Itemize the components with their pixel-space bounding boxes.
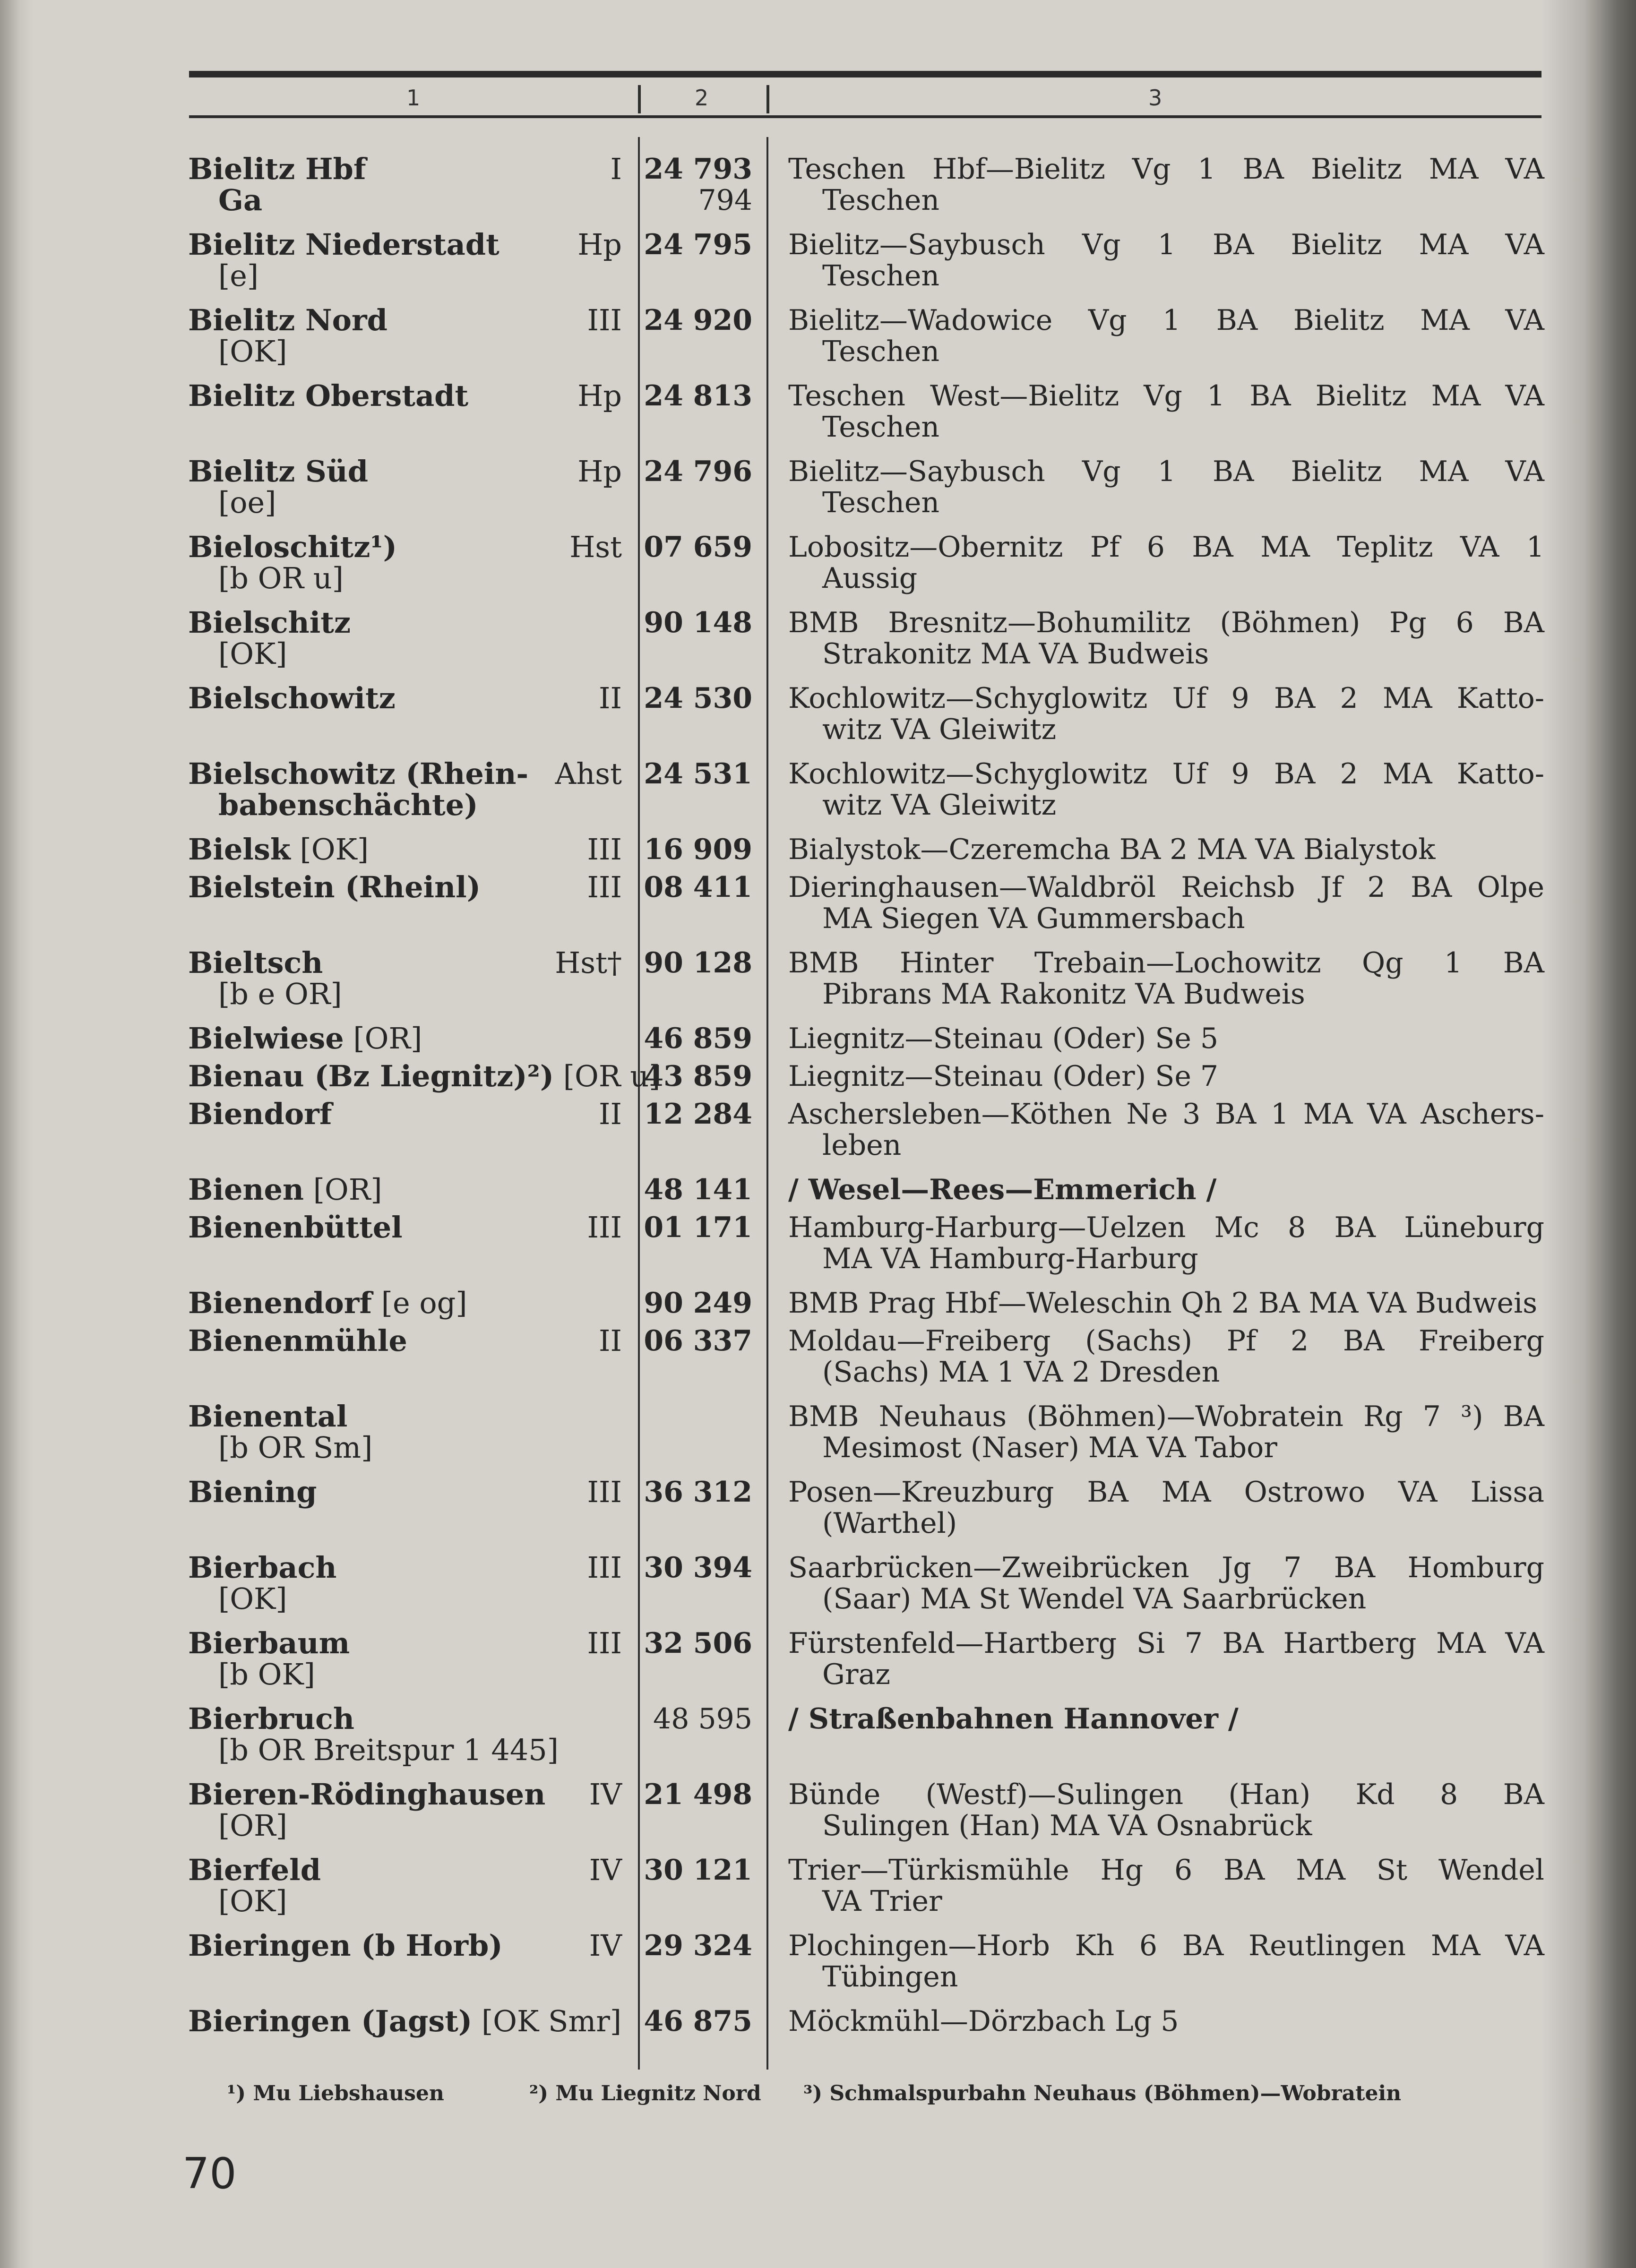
station-class: II (599, 1323, 622, 1358)
station-code: [OK Smr] (472, 2004, 622, 2038)
station-name (188, 1023, 566, 1054)
station-code: [OK] (290, 832, 369, 867)
route-line-1: BMB Hinter Trebain—Lochowitz Qg 1 BA (788, 946, 1544, 979)
route-description (788, 380, 1544, 443)
station-class: Hp (577, 378, 622, 413)
route-description (788, 1288, 1544, 1319)
route-description (788, 305, 1544, 367)
route-line-1: / Straßenbahnen Hannover / (788, 1702, 1239, 1735)
station-class: III (587, 1210, 622, 1245)
station-name (188, 1401, 566, 1463)
station-number-value: 12 284 (644, 1098, 752, 1131)
route-description (788, 2006, 1544, 2037)
station-name-text: Bielwiese (188, 1021, 344, 1056)
route-line-2: leben (822, 1129, 902, 1162)
route-line-2: witz VA Gleiwitz (822, 713, 1057, 746)
route-line-1: Dieringhausen—Waldbröl Reichsb Jf 2 BA Olpe (788, 871, 1544, 904)
station-name-text: Bielschowitz (188, 681, 396, 715)
station-number-value: 24 793 (644, 153, 752, 186)
station-class: IV (589, 1853, 622, 1887)
station-class: I (610, 152, 622, 186)
station-number (643, 607, 752, 638)
route-description (788, 1477, 1544, 1539)
station-number-value: 48 141 (644, 1173, 752, 1206)
route-line-2: (Saar) MA St Wendel VA Saarbrücken (822, 1582, 1367, 1615)
route-line-2: Teschen (822, 184, 940, 217)
station-number (643, 947, 752, 979)
station-number (643, 305, 752, 336)
route-line-1: Hamburg-Harburg—Uelzen Mc 8 BA Lüneburg (788, 1211, 1544, 1244)
station-number (643, 1099, 752, 1130)
station-number (643, 532, 752, 563)
station-name (188, 1288, 566, 1319)
station-number-value: 24 920 (644, 304, 752, 337)
station-name-text: Bielitz Nord (188, 303, 387, 337)
route-line-1: Liegnitz—Steinau (Oder) Se 5 (788, 1022, 1219, 1055)
route-line-1: Trier—Türkismühle Hg 6 BA MA St Wendel (788, 1854, 1544, 1887)
route-line-1: Posen—Kreuzburg BA MA Ostrowo VA Lissa (788, 1476, 1544, 1509)
route-description (788, 1703, 1544, 1735)
station-name-text: Bielitz Hbf (188, 152, 366, 186)
station-name (188, 1059, 661, 1093)
station-name-text: Bienen (188, 1172, 304, 1207)
column-header-1: 1 (406, 85, 421, 111)
route-line-1: Plochingen—Horb Kh 6 BA Reutlingen MA VA (788, 1929, 1544, 1962)
station-name-text: Bielitz Süd (188, 454, 369, 489)
station-code: [OR] (218, 1808, 287, 1843)
station-number (643, 758, 752, 790)
station-code: [b OR Breitspur 1 445] (218, 1733, 559, 1767)
route-description (788, 1552, 1544, 1615)
station-number (643, 1628, 752, 1659)
station-code: [OR] (344, 1021, 422, 1056)
footnote-1: ¹) Mu Liebshausen (227, 2081, 444, 2105)
station-number (643, 1930, 752, 1961)
station-number (643, 2006, 752, 2037)
route-line-1: BMB Prag Hbf—Weleschin Qh 2 BA MA VA Budweis (788, 1287, 1537, 1320)
route-description (788, 683, 1544, 745)
route-description (788, 1061, 1544, 1092)
route-description (788, 1099, 1544, 1161)
route-description (788, 229, 1544, 292)
station-class: III (587, 1550, 622, 1585)
station-number-value: 36 312 (644, 1476, 752, 1509)
station-number-value: 46 859 (644, 1022, 752, 1055)
route-line-1: BMB Neuhaus (Böhmen)—Wobratein Rg 7 ³) BA (788, 1400, 1544, 1433)
station-number-value: 08 411 (644, 871, 752, 904)
station-number-value: 24 530 (644, 682, 752, 715)
route-description (788, 1212, 1544, 1274)
station-number-value: 01 171 (644, 1211, 752, 1244)
station-class: IV (589, 1777, 622, 1812)
station-code: [OK] (218, 1581, 287, 1616)
column-header-3: 3 (1148, 85, 1162, 111)
route-line-2: Mesimost (Naser) MA VA Tabor (822, 1431, 1277, 1464)
route-description (788, 872, 1544, 934)
page-number: 70 (182, 2149, 237, 2199)
station-name-text: Bielsk (188, 832, 291, 867)
station-number-value: 24 796 (644, 455, 752, 488)
station-code: [oe] (218, 485, 276, 520)
route-line-2: MA Siegen VA Gummersbach (822, 902, 1245, 935)
station-number-value: 30 394 (644, 1551, 752, 1584)
station-number (643, 456, 752, 487)
route-description (788, 532, 1544, 594)
station-name-text: Bienental (188, 1399, 348, 1434)
station-name-text: Bierbruch (188, 1701, 354, 1736)
station-number (643, 1477, 752, 1508)
route-line-1: Moldau—Freiberg (Sachs) Pf 2 BA Freiberg (788, 1324, 1544, 1357)
station-name-text: Bieltsch (188, 945, 323, 980)
station-name-text: Bierfeld (188, 1853, 321, 1887)
station-code: [e og] (372, 1286, 467, 1320)
station-class: III (587, 870, 622, 904)
station-name-text: Bierbaum (188, 1626, 350, 1660)
station-class: Hst (569, 530, 622, 564)
station-number (643, 1061, 752, 1092)
footnote-3: ³) Schmalspurbahn Neuhaus (Böhmen)—Wobratein (803, 2081, 1402, 2105)
station-class: III (587, 303, 622, 337)
route-description (788, 1174, 1544, 1205)
station-code: [b e OR] (218, 977, 342, 1011)
station-number (643, 1703, 752, 1735)
station-code: [OK] (218, 1884, 287, 1918)
station-name-text: Bienau (Bz Liegnitz)²) (188, 1059, 554, 1093)
route-line-2: (Sachs) MA 1 VA 2 Dresden (822, 1356, 1220, 1389)
station-number (643, 1212, 752, 1243)
route-line-2: Sulingen (Han) MA VA Osnabrück (822, 1809, 1312, 1842)
station-name-text: Biening (188, 1475, 317, 1509)
route-line-1: Bünde (Westf)—Sulingen (Han) Kd 8 BA (788, 1778, 1544, 1811)
route-description (788, 1930, 1544, 1993)
station-name-text: Bielschitz (188, 605, 351, 640)
route-line-2: Teschen (822, 486, 940, 519)
route-line-2: Pibrans MA Rakonitz VA Budweis (822, 978, 1305, 1011)
station-name-text: Bieringen (Jagst) (188, 2004, 473, 2038)
station-number (643, 1288, 752, 1319)
station-name-text: Bielstein (Rheinl) (188, 870, 481, 904)
route-description (788, 1401, 1544, 1463)
station-name-text: Bienenbüttel (188, 1210, 403, 1245)
station-class: II (599, 1097, 622, 1131)
route-description (788, 758, 1544, 821)
station-name-text: Bienendorf (188, 1286, 372, 1320)
station-name (188, 1703, 566, 1766)
station-name-text: Bielitz Niederstadt (188, 227, 499, 262)
route-line-2: VA Trier (822, 1885, 942, 1918)
route-line-1: Bielitz—Saybusch Vg 1 BA Bielitz MA VA (788, 455, 1544, 488)
station-number-value: 90 148 (644, 606, 752, 639)
route-line-1: Teschen West—Bielitz Vg 1 BA Bielitz MA VA (788, 379, 1544, 412)
station-name-text: Bieringen (b Horb) (188, 1928, 503, 1963)
station-class: IV (589, 1928, 622, 1963)
route-description (788, 947, 1544, 1010)
station-number (643, 1023, 752, 1054)
station-number-value: 24 531 (644, 757, 752, 790)
station-class: Ahst (555, 756, 622, 791)
station-class: III (587, 1626, 622, 1660)
station-name-text: Bierbach (188, 1550, 337, 1585)
station-number-value: 90 249 (644, 1287, 752, 1320)
station-number (643, 834, 752, 865)
station-class: Hp (577, 454, 622, 489)
route-line-1: Kochlowitz—Schyglowitz Uf 9 BA 2 MA Katto- (788, 757, 1544, 790)
station-code: Ga (218, 183, 263, 217)
station-number (643, 1779, 752, 1810)
station-number-alt: 794 (698, 184, 752, 217)
station-code: [b OR Sm] (218, 1430, 373, 1465)
station-code: [e] (218, 258, 259, 293)
route-line-1: Aschersleben—Köthen Ne 3 BA 1 MA VA Aschers- (788, 1098, 1544, 1131)
station-number-value: 24 795 (644, 228, 752, 261)
route-description (788, 1628, 1544, 1690)
station-name-text: Bieren-Rödinghausen (188, 1777, 546, 1812)
route-description (788, 1855, 1544, 1917)
route-line-2: Aussig (822, 562, 918, 595)
route-line-2: Tübingen (822, 1960, 958, 1993)
route-line-2: Teschen (822, 335, 940, 368)
station-number-value: 43 859 (644, 1060, 752, 1093)
station-name-text: Bielitz Oberstadt (188, 378, 469, 413)
station-number-value: 48 595 (653, 1702, 752, 1735)
route-line-1: Lobositz—Obernitz Pf 6 BA MA Teplitz VA 1 (788, 531, 1544, 564)
route-line-2: MA VA Hamburg-Harburg (822, 1242, 1198, 1275)
station-code: [b OR u] (218, 561, 344, 595)
station-number (643, 154, 752, 216)
station-code: [OR] (304, 1172, 382, 1207)
station-number (643, 1552, 752, 1583)
route-description (788, 834, 1544, 865)
route-line-1: Bielitz—Saybusch Vg 1 BA Bielitz MA VA (788, 228, 1544, 261)
route-line-1: Teschen Hbf—Bielitz Vg 1 BA Bielitz MA VA (788, 153, 1544, 186)
route-line-1: Kochlowitz—Schyglowitz Uf 9 BA 2 MA Katto- (788, 682, 1544, 715)
station-number (643, 872, 752, 903)
station-number (643, 683, 752, 714)
route-line-2: witz VA Gleiwitz (822, 789, 1057, 822)
station-name-text: Bielschowitz (Rhein- (188, 756, 529, 791)
station-code: [OK] (218, 636, 287, 671)
station-number-value: 07 659 (644, 531, 752, 564)
station-number-value: 16 909 (644, 833, 752, 866)
station-name-text: Bienenmühle (188, 1323, 407, 1358)
route-description (788, 607, 1544, 670)
station-number-value: 30 121 (644, 1854, 752, 1887)
route-line-1: Saarbrücken—Zweibrücken Jg 7 BA Homburg (788, 1551, 1544, 1584)
route-description (788, 456, 1544, 518)
route-line-2: Teschen (822, 259, 940, 292)
station-class: Hst† (555, 945, 622, 980)
route-line-1: Bielitz—Wadowice Vg 1 BA Bielitz MA VA (788, 304, 1544, 337)
route-line-1: Möckmühl—Dörzbach Lg 5 (788, 2005, 1179, 2038)
station-number (643, 1325, 752, 1357)
station-number-value: 90 128 (644, 946, 752, 979)
station-class: III (587, 832, 622, 867)
route-description (788, 1023, 1544, 1054)
column-header-2: 2 (695, 85, 709, 111)
station-number-value: 32 506 (644, 1627, 752, 1660)
station-number-value: 24 813 (644, 379, 752, 412)
route-line-1: Liegnitz—Steinau (Oder) Se 7 (788, 1060, 1219, 1093)
route-description (788, 154, 1544, 216)
route-line-1: Bialystok—Czeremcha BA 2 MA VA Bialystok (788, 833, 1436, 866)
station-class: III (587, 1475, 622, 1509)
station-code: babenschächte) (218, 788, 478, 822)
route-line-2: (Warthel) (822, 1507, 957, 1540)
station-number (643, 1855, 752, 1886)
route-line-2: Strakonitz MA VA Budweis (822, 637, 1209, 670)
station-number-value: 06 337 (644, 1324, 752, 1357)
route-description (788, 1325, 1544, 1388)
station-number (643, 1174, 752, 1205)
station-number-value: 29 324 (644, 1929, 752, 1962)
footnote-2: ²) Mu Liegnitz Nord (529, 2081, 761, 2105)
station-code: [OK] (218, 334, 287, 369)
station-number (643, 229, 752, 260)
station-name (188, 607, 566, 670)
station-class: Hp (577, 227, 622, 262)
station-name (188, 1174, 566, 1205)
station-code: [OR u] (554, 1059, 661, 1093)
route-line-1: BMB Bresnitz—Bohumilitz (Böhmen) Pg 6 BA (788, 606, 1544, 639)
station-number (643, 380, 752, 412)
station-number-value: 46 875 (644, 2005, 752, 2038)
route-line-1: / Wesel—Rees—Emmerich / (788, 1173, 1217, 1206)
route-description (788, 1779, 1544, 1841)
station-name-text: Biendorf (188, 1097, 332, 1131)
station-name-text: Bieloschitz¹) (188, 530, 397, 564)
station-name (188, 2004, 622, 2038)
route-line-2: Teschen (822, 411, 940, 444)
station-code: [b OK] (218, 1657, 315, 1692)
station-number-value: 21 498 (644, 1778, 752, 1811)
station-class: II (599, 681, 622, 715)
route-line-1: Fürstenfeld—Hartberg Si 7 BA Hartberg MA VA (788, 1627, 1544, 1660)
route-line-2: Graz (822, 1658, 890, 1691)
